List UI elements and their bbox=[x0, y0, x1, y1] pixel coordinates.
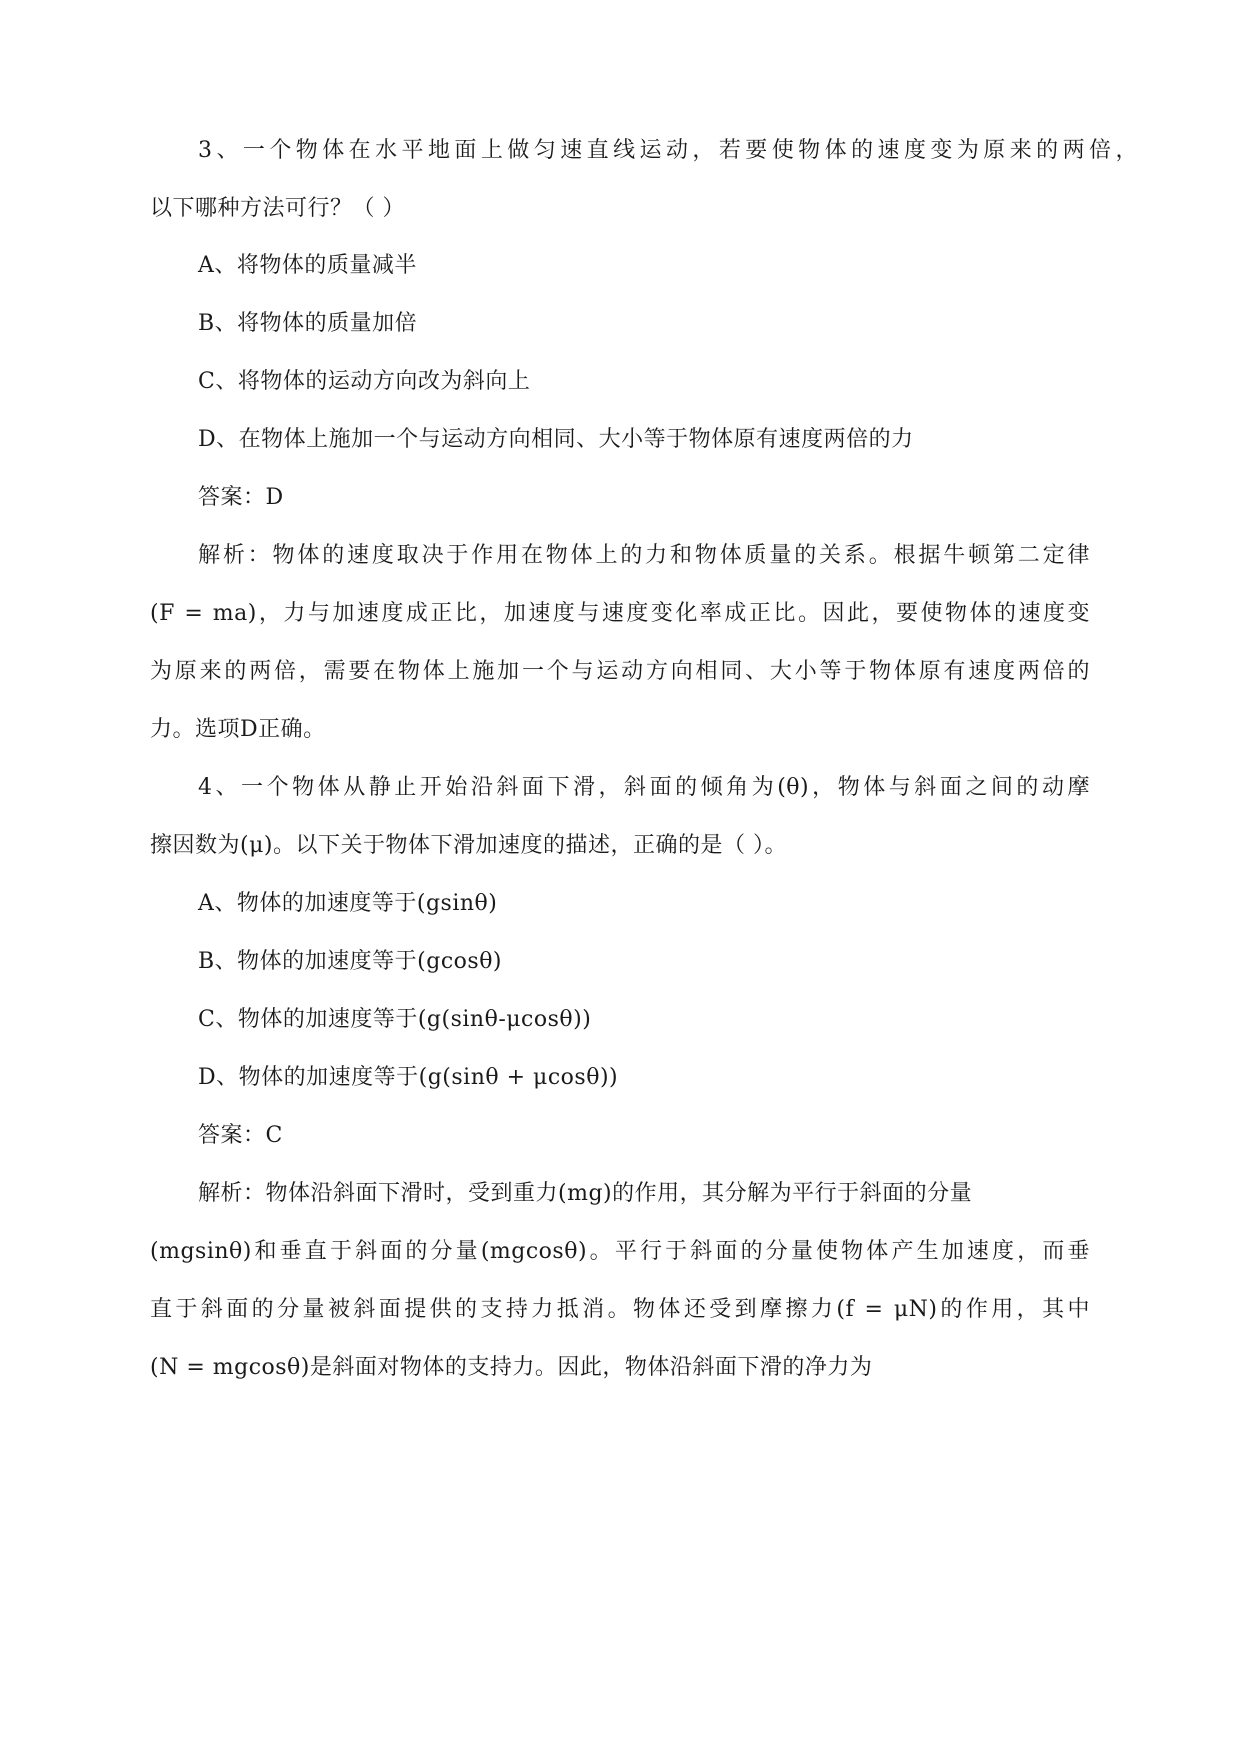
q4-analysis-line-2: (mgsinθ)和垂直于斜面的分量(mgcosθ)。平行于斜面的分量使物体产生加速度，而垂 bbox=[150, 1239, 1090, 1264]
q4-analysis-line-1: 解析：物体沿斜面下滑时，受到重力(mg)的作用，其分解为平行于斜面的分量 bbox=[198, 1181, 973, 1206]
q3-stem-line-2: 以下哪种方法可行？（ ） bbox=[150, 196, 405, 221]
q3-option-c: C、将物体的运动方向改为斜向上 bbox=[198, 369, 531, 394]
q4-option-c: C、物体的加速度等于(g(sinθ-μcosθ)) bbox=[198, 1007, 592, 1032]
q4-option-d: D、物体的加速度等于(g(sinθ + μcosθ)) bbox=[198, 1065, 619, 1090]
q4-option-a: A、物体的加速度等于(gsinθ) bbox=[198, 891, 498, 916]
q3-stem-line-1: 3、一个物体在水平地面上做匀速直线运动，若要使物体的速度变为原来的两倍， bbox=[198, 138, 1138, 163]
q4-stem-line-2: 擦因数为(μ)。以下关于物体下滑加速度的描述，正确的是（ ）。 bbox=[150, 833, 787, 858]
q3-answer: 答案：D bbox=[198, 485, 284, 510]
q4-analysis-line-3: 直于斜面的分量被斜面提供的支持力抵消。物体还受到摩擦力(f = μN)的作用，其中 bbox=[150, 1297, 1090, 1322]
q3-analysis-line-1: 解析：物体的速度取决于作用在物体上的力和物体质量的关系。根据牛顿第二定律 bbox=[198, 543, 1090, 568]
q4-option-b: B、物体的加速度等于(gcosθ) bbox=[198, 949, 503, 974]
q3-option-b: B、将物体的质量加倍 bbox=[198, 311, 418, 336]
q3-option-d: D、在物体上施加一个与运动方向相同、大小等于物体原有速度两倍的力 bbox=[198, 427, 914, 452]
q3-analysis-line-3: 为原来的两倍，需要在物体上施加一个与运动方向相同、大小等于物体原有速度两倍的 bbox=[150, 659, 1090, 684]
q3-analysis-line-4: 力。选项D正确。 bbox=[150, 717, 326, 742]
q4-answer: 答案：C bbox=[198, 1123, 283, 1148]
q3-option-a: A、将物体的质量减半 bbox=[198, 253, 417, 278]
q4-analysis-line-4: (N = mgcosθ)是斜面对物体的支持力。因此，物体沿斜面下滑的净力为 bbox=[150, 1355, 873, 1380]
q4-stem-line-1: 4、一个物体从静止开始沿斜面下滑，斜面的倾角为(θ)，物体与斜面之间的动摩 bbox=[198, 775, 1090, 800]
q3-analysis-line-2: (F = ma)，力与加速度成正比，加速度与速度变化率成正比。因此，要使物体的速度变 bbox=[150, 601, 1090, 626]
